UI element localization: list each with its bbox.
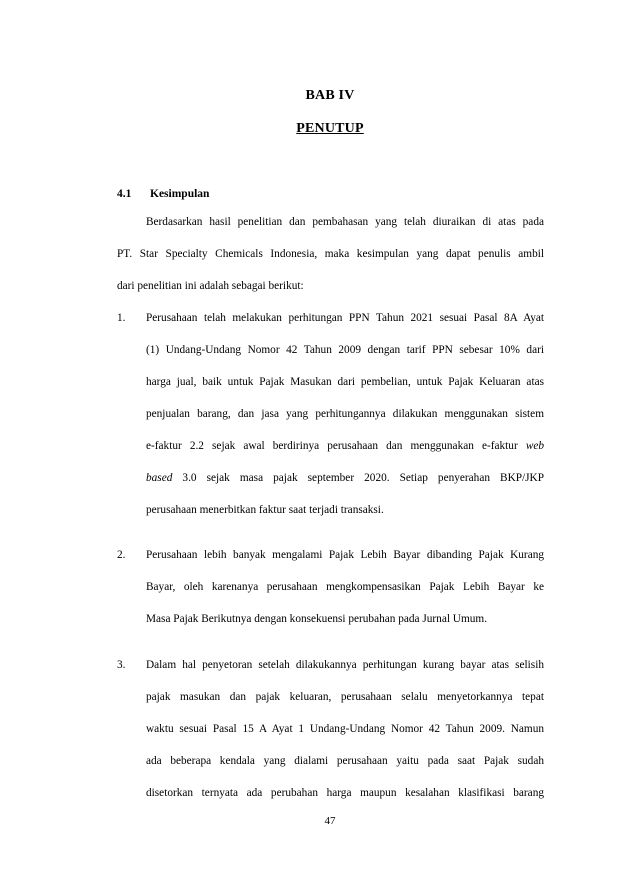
item-1-line-6-italic: based xyxy=(146,472,173,484)
item-1-line-3: harga jual, baik untuk Pajak Masukan dari pembelian, untuk Pajak Keluaran atas xyxy=(146,376,544,388)
item-1-line-6-text: 3.0 sejak masa pajak september 2020. Setiap penyerahan BKP/JKP xyxy=(182,472,544,484)
item-2-line-1: Perusahaan lebih banyak mengalami Pajak Lebih Bayar dibanding Pajak Kurang xyxy=(146,549,544,561)
item-1-line-5 xyxy=(146,439,544,453)
section-heading xyxy=(117,188,209,200)
page-number: 47 xyxy=(324,815,336,827)
item-3-line-5: disetorkan ternyata ada perubahan harga maupun kesalahan klasifikasi barang xyxy=(146,787,544,799)
item-2-number: 2. xyxy=(117,549,126,561)
item-3-number: 3. xyxy=(117,659,126,671)
intro-line-1: Berdasarkan hasil penelitian dan pembahasan yang telah diuraikan di atas pada xyxy=(146,216,544,228)
item-1-line-6 xyxy=(146,471,544,485)
chapter-title xyxy=(0,121,620,137)
chapter-title-text: PENUTUP xyxy=(296,121,364,136)
item-2-line-3: Masa Pajak Berikutnya dengan konsekuensi perubahan pada Jurnal Umum. xyxy=(146,613,488,625)
section-title: Kesimpulan xyxy=(150,188,210,200)
chapter-heading: BAB IV xyxy=(305,88,355,103)
item-3-line-4: ada beberapa kendala yang dialami perusahaan yaitu pada saat Pajak sudah xyxy=(146,755,544,767)
item-1-line-5-italic: web xyxy=(525,440,545,452)
item-1-line-4: penjualan barang, dan jasa yang perhitungannya dilakukan menggunakan sistem xyxy=(146,408,544,420)
item-3-line-3: waktu sesuai Pasal 15 A Ayat 1 Undang-Undang Nomor 42 Tahun 2009. Namun xyxy=(146,723,544,735)
item-1-line-7: perusahaan menerbitkan faktur saat terjadi transaksi. xyxy=(146,504,384,516)
item-1-line-1: Perusahaan telah melakukan perhitungan PPN Tahun 2021 sesuai Pasal 8A Ayat xyxy=(146,312,544,324)
intro-line-3: dari penelitian ini adalah sebagai berikut: xyxy=(117,280,304,292)
item-2-line-2: Bayar, oleh karenanya perusahaan mengkompensasikan Pajak Lebih Bayar ke xyxy=(146,581,544,593)
item-1-number: 1. xyxy=(117,312,126,324)
item-1-line-5-text: e-faktur 2.2 sejak awal berdirinya perusahaan dan menggunakan e-faktur xyxy=(146,440,518,452)
item-3-line-1: Dalam hal penyetoran setelah dilakukannya perhitungan kurang bayar atas selisih xyxy=(146,659,544,671)
section-number: 4.1 xyxy=(117,188,132,200)
item-3-line-2: pajak masukan dan pajak keluaran, perusahaan selalu menyetorkannya tepat xyxy=(146,691,544,703)
intro-line-2: PT. Star Specialty Chemicals Indonesia, maka kesimpulan yang dapat penulis ambil xyxy=(117,248,544,260)
item-1-line-2: (1) Undang-Undang Nomor 42 Tahun 2009 dengan tarif PPN sebesar 10% dari xyxy=(146,344,544,356)
